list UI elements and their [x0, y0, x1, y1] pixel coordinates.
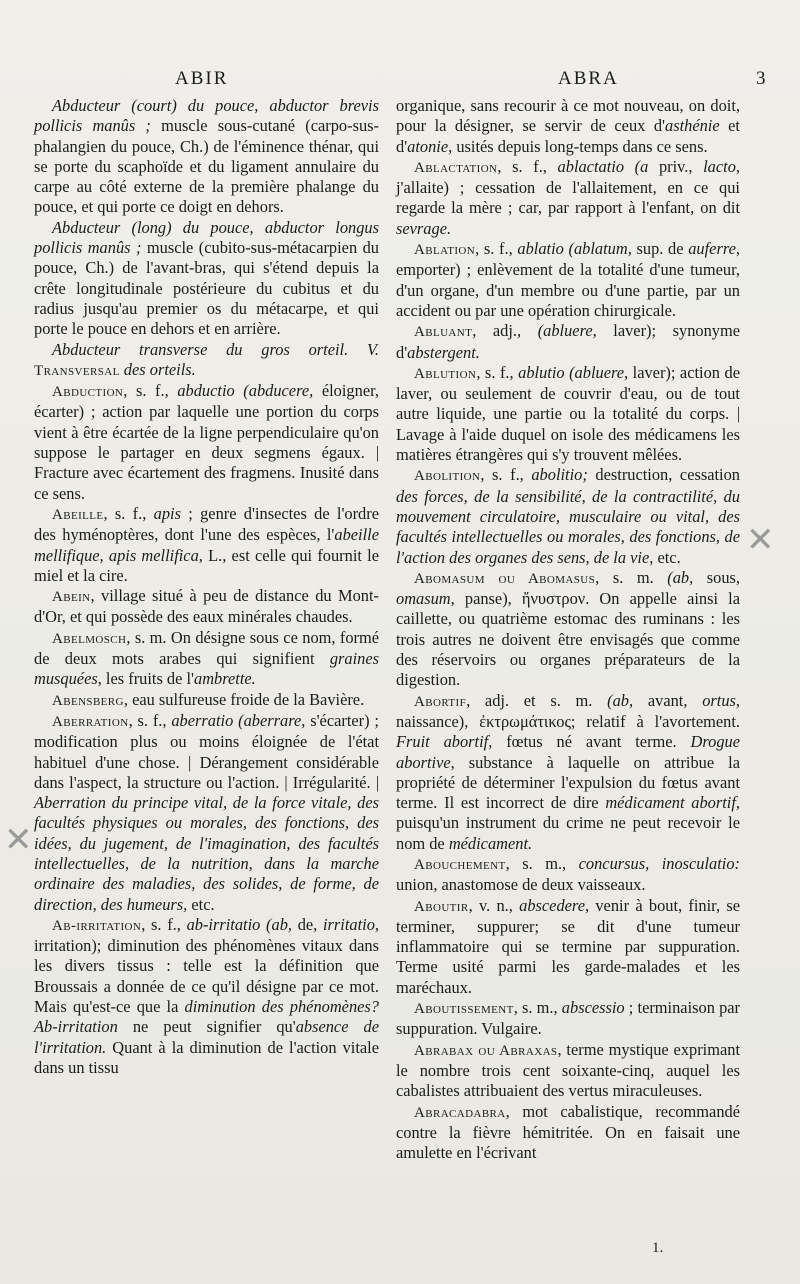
entry-headword: Abensberg: [52, 692, 124, 709]
entry-definition: , s. m. On désigne sous ce nom, formé de deux mots arabes qui signifient graines musquées, les fruits de l'ambrette.: [34, 627, 379, 689]
dictionary-entry: [34, 586, 379, 628]
dictionary-entry: [34, 218, 379, 340]
left-column: [34, 96, 379, 1078]
entry-headword: Abortif: [414, 693, 467, 710]
entry-definition: , s. m. (ab, sous, omasum, panse), ἤνυστρον. On appelle ainsi la caillette, ou quatrième estomac des ruminans : les trois autres ne doivent être envisagés que comme des réservoirs ou organes préparateurs de la digestion.: [396, 567, 741, 690]
dictionary-entry: [34, 711, 379, 915]
dictionary-entry: [396, 239, 740, 321]
dictionary-entry: [396, 691, 740, 854]
entry-definition: , s. f., abductio (abducere, éloigner, écarter) ; action par laquelle une portion du corps vient à être écartée de la ligne perpendiculaire qu'on suppose le partager en deux segmens égaux. | Fracture avec écartement des fragmens. Inusité dans ce sens.: [34, 381, 379, 503]
dictionary-entry: [396, 157, 740, 239]
dictionary-entry: [34, 381, 379, 504]
dictionary-entry: [396, 854, 740, 896]
entry-definition: , s. m., concursus, inosculatio: union, anastomose de deux vaisseaux.: [396, 853, 741, 895]
entry-definition: , s. f., ablactatio (a priv., lacto, j'allaite) ; cessation de l'allaitement, en ce qui regarde la mère ; car, par rapport à l'enfant, on dit sevrage.: [396, 156, 741, 238]
entry-headword: Aboutissement: [414, 1001, 514, 1018]
entry-headword: Abomasum ou Abomasus: [414, 570, 596, 587]
entry-definition: , s. f., ablatio (ablatum, sup. de auferre, emporter) ; enlèvement de la totalité d'une tumeur, d'un organe, d'un membre ou d'une partie, par un accident ou par une opération chirurgicale.: [396, 239, 740, 320]
header-right-keyword: ABRA: [558, 68, 619, 89]
dictionary-entry: [396, 363, 740, 465]
entry-headword: Abluant: [414, 324, 473, 341]
dictionary-entry: [34, 628, 379, 690]
running-header: [30, 68, 776, 94]
entry-headword: Aboutir: [414, 898, 469, 915]
entry-definition: Abducteur transverse du gros orteil. V. Transversal des orteils.: [34, 339, 379, 379]
entry-headword: Abolition: [414, 468, 481, 485]
dictionary-entry: [34, 96, 379, 218]
entry-headword: Abouchement: [414, 856, 506, 873]
entry-definition: , s. m., abscessio ; terminaison par suppuration. Vulgaire.: [396, 998, 740, 1039]
entry-headword: Ablution: [414, 365, 477, 382]
footer-signature: 1.: [652, 1240, 664, 1256]
dictionary-entry: [396, 96, 740, 157]
dictionary-entry: [396, 465, 740, 567]
dictionary-entry: [34, 504, 379, 586]
header-left-keyword: ABIR: [175, 68, 229, 89]
entry-definition: , mot cabalistique, recommandé contre la fièvre hémitritée. On en faisait une amulette en l'écrivant: [396, 1101, 740, 1163]
entry-definition: organique, sans recourir à ce mot nouveau, on doit, pour la désigner, se servir de ceux d'asthénie et d'atonie, usités depuis long-temps dans ce sens.: [396, 96, 740, 156]
entry-headword: Abracadabra: [414, 1104, 506, 1121]
entry-definition: , village situé à peu de distance du Mont-d'Or, et qui possède des eaux minérales chaudes.: [34, 586, 379, 627]
dictionary-entry: [396, 998, 740, 1040]
dictionary-entry: [396, 1102, 740, 1164]
page-number: 3: [756, 68, 768, 89]
dictionary-entry: [34, 915, 379, 1078]
entry-definition: , s. f., apis ; genre d'insectes de l'ordre des hyménoptères, dont l'une des espèces, l'abeille mellifique, apis mellifica, L., est celle qui fournit le miel et la cire.: [34, 503, 379, 585]
entry-definition: , adj., (abluere, laver); synonyme d'abstergent.: [396, 321, 740, 362]
entry-headword: Ablation: [414, 242, 476, 259]
entry-headword: Aberration: [52, 713, 129, 730]
entry-definition: Abducteur (court) du pouce, abductor brevis pollicis manûs ; muscle sous-cutané (carpo-sus-phalangien du pouce, Ch.) de l'éminence thénar, qui se porte du scaphoïde et du ligament annulaire du carpe au côté externe de la première phalange du pouce, et qui porte ce doigt en dehors.: [34, 96, 379, 217]
pencil-cross-mark: ✕: [4, 820, 33, 860]
entry-definition: , s. f., ablutio (abluere, laver); action de laver, ou seulement de couvrir d'eau, ou de tout autre liquide, une partie ou la totalité du corps. | Lavage à l'aide duquel on isole des médicamens les matières étrangères qui s'y trouvent mêlées.: [396, 362, 740, 465]
entry-definition: , terme mystique exprimant le nombre trois cent soixante-cinq, auquel les cabalistes attribuaient des vertus miraculeuses.: [396, 1039, 741, 1101]
entry-definition: , v. n., abscedere, venir à bout, finir, se terminer, suppurer; se dit d'une tumeur inflammatoire qui se termine par suppuration. Terme usité parmi les garde-malades et les maréchaux.: [396, 895, 740, 997]
entry-definition: Abducteur (long) du pouce, abductor longus pollicis manûs ; muscle (cubito-sus-métacarpien du pouce, Ch.) de l'avant-bras, qui s'étend depuis la crête longitudinale postérieure du cubitus et du radius jusqu'au premier os du métacarpe, et qui porte le pouce en dehors et en arrière.: [34, 217, 379, 339]
entry-headword: Abelmosch: [52, 630, 127, 647]
pencil-cross-mark: ✕: [746, 520, 775, 560]
entry-definition: , s. f., aberratio (aberrare, s'écarter) ; modification plus ou moins éloignée de l'état habituel d'une chose. | Dérangement considérable dans l'aspect, la structure ou l'action. | Irrégularité. | Aberration du principe vital, de la force vitale, des facultés physiques ou morales, des fonctions, des idées, du jugement, de l'imagination, des facultés intellectuelles, de la nutrition, dans la marche ordinaire des maladies, des solides, de forme, de direction, des humeurs, etc.: [34, 710, 379, 914]
entry-definition: , eau sulfureuse froide de la Bavière.: [123, 689, 365, 709]
entry-headword: Abeille: [52, 506, 104, 523]
entry-headword: Ablactation: [414, 159, 498, 176]
dictionary-entry: [396, 1040, 740, 1102]
dictionary-entry: [34, 690, 379, 711]
dictionary-entry: [34, 340, 379, 382]
entry-headword: Abrabax ou Abraxas: [414, 1042, 558, 1059]
entry-headword: Abduction: [52, 384, 124, 401]
entry-headword: Ab-irritation: [52, 917, 142, 934]
dictionary-entry: [396, 321, 740, 363]
dictionary-entry: [396, 568, 740, 691]
entry-definition: , s. f., ab-irritatio (ab, de, irritatio, irritation); diminution des phénomènes vitaux dans les divers tissus : telle est la définition que Broussais a donnée de ce qu'il désigne par ce mot. Mais qu'est-ce que la diminution des phénomènes? Ab-irritation ne peut signifier qu'absence de l'irritation. Quant à la diminution de l'action vitale dans un tissu: [34, 914, 380, 1077]
dictionary-entry: [396, 896, 740, 998]
right-column: [396, 96, 740, 1163]
entry-definition: , s. f., abolitio; destruction, cessation des forces, de la sensibilité, de la contractilité, du mouvement circulatoire, musculaire ou vital, des facultés intellectuelles ou morales, des fonctions, de l'action des organes des sens, de la vie, etc.: [396, 465, 740, 567]
entry-headword: Abein: [52, 589, 91, 606]
entry-definition: , adj. et s. m. (ab, avant, ortus, naissance), ἐκτρωμάτικος; relatif à l'avortement. Fruit abortif, fœtus né avant terme. Drogue abortive, substance à laquelle on attribue la propriété de déterminer l'expulsion du fœtus avant terme. Il est incorrect de dire médicament abortif, puisqu'un instrument du crime ne peut recevoir le nom de médicament.: [396, 690, 741, 853]
